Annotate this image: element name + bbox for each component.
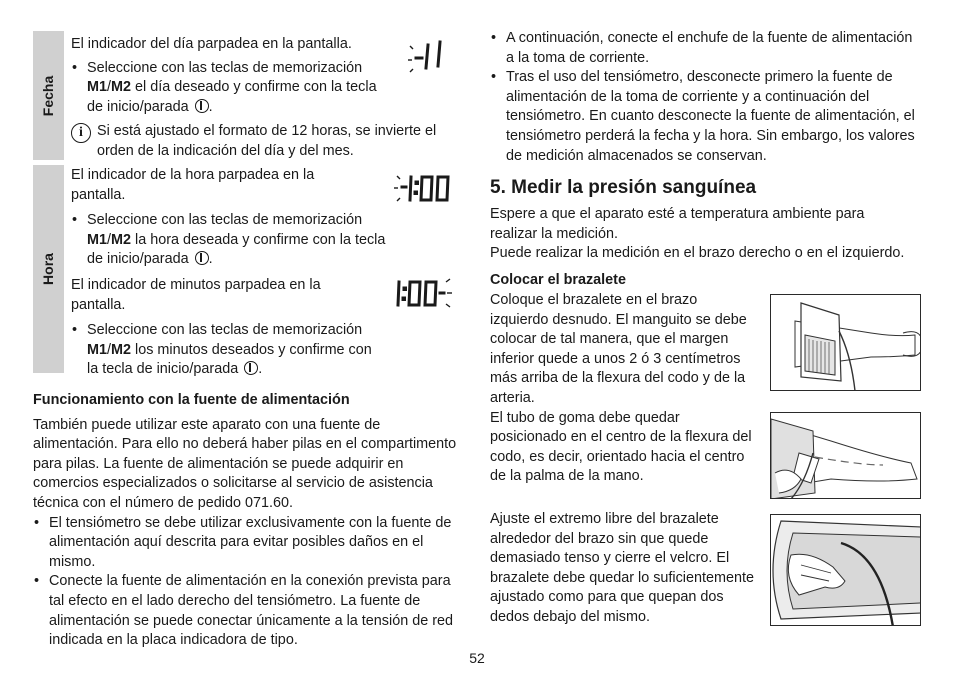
hora-period: . <box>208 251 213 268</box>
fecha-bullet-pre: Seleccione con las teclas de memorización <box>87 59 363 76</box>
power-icon <box>244 361 258 375</box>
hora-bullet-post: la hora deseada y confirme con la tecla de inicio/parada <box>87 231 386 268</box>
cuff-para-1: Coloque el brazalete en el brazo izquierdo desnudo. El manguito se debe colocar de tal manera, que el margen inferior quede a unos 2 ó 3 centímetros más arriba de la flexura del codo y de la arteria. <box>490 292 747 406</box>
intro-arm: Puede realizar la medición en el brazo derecho o en el izquierdo. <box>490 245 905 262</box>
fecha-m1: M1 <box>87 79 107 96</box>
cuff-para-2: El tubo de goma debe quedar posicionado en el centro de la flexura del codo, es decir, orientado hacia el centro de la palma de la mano. <box>490 409 752 485</box>
lcd-day-display <box>406 36 448 78</box>
tab-fecha <box>33 31 64 160</box>
hora-bullet <box>71 211 386 270</box>
fecha-m2: M2 <box>111 79 131 96</box>
power-heading: Funcionamiento con la fuente de alimentación <box>33 392 350 408</box>
hora-m1: M1 <box>87 231 107 248</box>
lcd-hour-display <box>394 172 460 208</box>
right-bullet-1 <box>490 29 920 68</box>
fecha-bullet-post: el día deseado y confirme con la tecla de inicio/parada <box>87 79 377 115</box>
power-bullet-1 <box>33 514 463 573</box>
fecha-note <box>71 122 461 161</box>
power-section <box>33 391 463 651</box>
tab-hora <box>33 165 64 373</box>
minutos-slash: / <box>107 341 111 358</box>
fecha-note-text: Si está ajustado el formato de 12 horas, se invierte el orden de la indicación del día y del mes. <box>97 123 437 159</box>
right-bullet-1-text: A continuación, conecte el enchufe de la fuente de alimentación a la toma de corriente. <box>506 30 913 66</box>
power-icon <box>195 99 209 113</box>
power-bullet-2 <box>33 572 463 650</box>
cuff-illustration-3 <box>770 514 921 626</box>
minutos-bullet <box>71 321 386 380</box>
cuff-illustration-2 <box>770 412 921 499</box>
minutos-bullet-pre: Seleccione con las teclas de memorización <box>87 322 363 339</box>
power-paragraph: También puede utilizar este aparato con una fuente de alimentación. Para ello no deberá haber pilas en el compartimento para pilas. La fuente de alimentación se puede adquirir en comercios especializados o solicitarse al servicio de asistencia técnica con el número de pedido 071.60. <box>33 416 457 511</box>
page-number: 52 <box>469 650 485 666</box>
hora-section <box>71 166 391 380</box>
right-bullet-2-text: Tras el uso del tensiómetro, desconecte primero la fuente de alimentación de la toma de corriente y a continuación del tensiómetro. En cuanto desconecte la fuente de alimentación, el tensiómetro perderá la fecha y la hora. Sin embargo, los valores de medición almacenados se conservan. <box>506 69 915 164</box>
cuff-text-3 <box>490 510 758 628</box>
minutos-m1: M1 <box>87 341 107 358</box>
power-icon <box>195 251 209 265</box>
cuff-para-3: Ajuste el extremo libre del brazalete alrededor del brazo sin que quede demasiado tenso y cierre el velcro. El brazalete debe quedar lo suficientemente ajustado como para que quepan dos dedos debajo del mismo. <box>490 511 755 625</box>
intro-temperature: Espere a que el aparato esté a temperatura ambiente para realizar la medición. <box>490 206 865 242</box>
cuff-subhead: Colocar el brazalete <box>490 271 626 288</box>
minutos-period: . <box>258 361 263 378</box>
hora-intro: El indicador de la hora parpadea en la pantalla. <box>71 167 315 203</box>
info-icon: i <box>71 123 91 143</box>
fecha-slash: / <box>107 79 111 96</box>
cuff-text <box>490 291 758 487</box>
cuff-illustration-1 <box>770 294 921 391</box>
fecha-period: . <box>208 98 213 115</box>
minutos-bullet-post: los minutos deseados y confirme con la tecla de inicio/parada <box>87 341 372 378</box>
fecha-section <box>71 35 391 117</box>
right-bullet-2 <box>490 68 920 166</box>
minutos-m2: M2 <box>111 341 131 358</box>
lcd-minute-display <box>394 276 456 312</box>
hora-m2: M2 <box>111 231 131 248</box>
tab-fecha-label: Fecha <box>39 75 56 116</box>
power-bullet-2-text: Conecte la fuente de alimentación en la conexión prevista para tal efecto en el lado derecho del tensiómetro. La fuente de alimentación se puede conectar únicamente a la tensión de red indicada en la placa indicadora de tipo. <box>49 573 453 649</box>
fecha-intro: El indicador del día parpadea en la pantalla. <box>71 36 352 52</box>
section-title: 5. Medir la presión sanguínea <box>490 177 757 199</box>
hora-slash: / <box>107 231 111 248</box>
hora-bullet-pre: Seleccione con las teclas de memorización <box>87 212 363 229</box>
minutos-intro: El indicador de minutos parpadea en la pantalla. <box>71 276 321 313</box>
fecha-bullet <box>71 59 386 118</box>
tab-hora-label: Hora <box>39 253 56 285</box>
right-column <box>490 29 920 291</box>
power-bullet-1-text: El tensiómetro se debe utilizar exclusivamente con la fuente de alimentación aquí descrita para evitar posibles daños en el mismo. <box>49 514 452 570</box>
